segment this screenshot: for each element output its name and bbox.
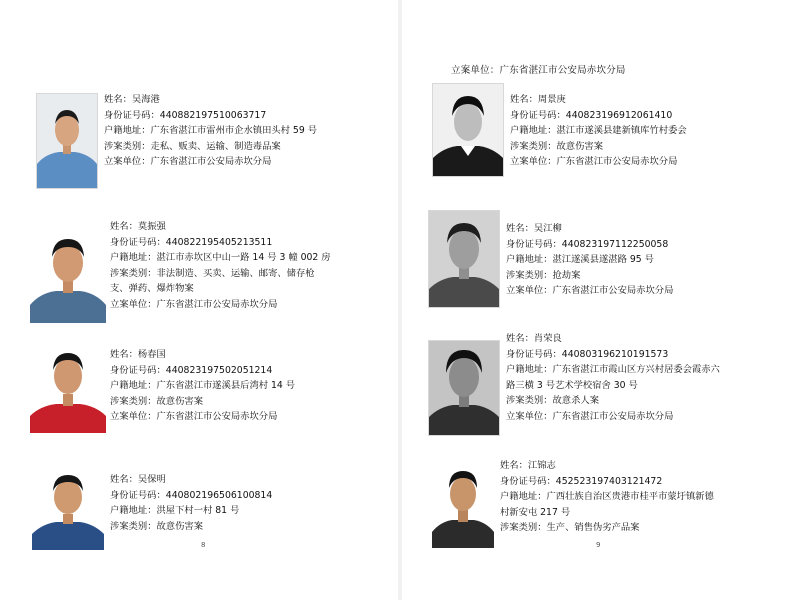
- name-label: 姓名：: [104, 94, 132, 105]
- carryover-unit-line: 立案单位：广东省湛江市公安局赤坎分局: [451, 65, 626, 76]
- record-info: [506, 331, 720, 424]
- case-value: 故意杀人案: [552, 395, 599, 406]
- name-value: 周景庚: [537, 94, 566, 105]
- id-label: 身份证号码：: [104, 109, 160, 121]
- page-number: 9: [596, 541, 601, 549]
- suspect-photo: [432, 83, 504, 177]
- name-label: 姓名：: [110, 349, 138, 360]
- address-label: 户籍地址：: [510, 125, 557, 136]
- case-label: 涉案类别：: [506, 269, 553, 281]
- unit-value: 广东省湛江市公安局赤坎分局: [156, 411, 278, 422]
- name-label: 姓名：: [110, 221, 138, 232]
- record-info: [104, 92, 317, 170]
- address-label: 户籍地址：: [506, 364, 553, 375]
- case-label: 涉案类别：: [500, 522, 547, 533]
- id-label: 身份证号码：: [110, 364, 166, 376]
- id-label: 身份证号码：: [110, 236, 166, 248]
- suspect-photo: [30, 340, 106, 433]
- id-value: 440803196210191573: [561, 348, 669, 360]
- suspect-photo: [30, 223, 106, 323]
- case-value: 生产、销售伪劣产品案: [546, 522, 640, 533]
- address-label: 户籍地址：: [500, 491, 547, 502]
- name-value: 吴江柳: [533, 223, 562, 234]
- unit-label: 立案单位：: [110, 298, 157, 310]
- name-value: 江锦志: [527, 460, 556, 471]
- case-value: 故意伤害案: [156, 520, 203, 532]
- record-info: [110, 472, 272, 534]
- id-value: 440822195405213511: [165, 236, 273, 248]
- address-value: 湛江遂溪县遂湛路 95 号: [552, 254, 654, 265]
- name-value: 吴海港: [131, 94, 160, 105]
- case-label: 涉案类别：: [110, 520, 157, 532]
- address-label: 户籍地址：: [506, 254, 553, 265]
- address-value-continued: 路三横 3 号艺术学校宿舍 30 号: [506, 379, 638, 391]
- unit-value: 广东省湛江市公安局赤坎分局: [156, 298, 278, 310]
- case-value: 非法制造、买卖、运输、邮寄、储存枪: [156, 267, 315, 279]
- suspect-photo: [428, 340, 500, 436]
- unit-label: 立案单位：: [506, 410, 553, 422]
- page-number: 8: [201, 541, 206, 549]
- id-label: 身份证号码：: [506, 348, 562, 360]
- case-value: 抢劫案: [552, 269, 581, 281]
- id-label: 身份证号码：: [110, 489, 166, 501]
- suspect-photo: [428, 210, 500, 308]
- address-value: 广西壮族自治区贵港市桂平市蒙圩镇新德: [546, 491, 714, 502]
- id-value: 440882197510063717: [159, 109, 267, 121]
- case-value: 故意伤害案: [556, 140, 603, 152]
- name-label: 姓名：: [500, 460, 528, 471]
- unit-label: 立案单位：: [110, 411, 157, 422]
- case-value-continued: 支、弹药、爆炸物案: [110, 283, 194, 294]
- name-label: 姓名：: [506, 333, 534, 344]
- unit-value: 广东省湛江市公安局赤坎分局: [150, 156, 272, 167]
- address-value: 湛江市遂溪县建新镇库竹村委会: [556, 125, 687, 136]
- suspect-photo: [32, 464, 104, 550]
- id-value: 452523197403121472: [555, 475, 663, 487]
- unit-value: 广东省湛江市公安局赤坎分局: [552, 285, 674, 296]
- case-value: 走私、贩卖、运输、制造毒品案: [150, 140, 281, 152]
- case-value: 故意伤害案: [156, 395, 203, 407]
- record-info: [510, 92, 687, 170]
- address-value: 广东省湛江市雷州市企水镇田头村 59 号: [150, 125, 317, 136]
- id-value: 440823197112250058: [561, 238, 669, 250]
- address-value-continued: 村新安屯 217 号: [500, 506, 571, 518]
- record-info: [506, 221, 673, 299]
- suspect-photo: [432, 460, 494, 548]
- record-info: [500, 458, 714, 536]
- id-label: 身份证号码：: [506, 238, 562, 250]
- address-value: 广东省湛江市遂溪县后湾村 14 号: [156, 380, 296, 391]
- case-label: 涉案类别：: [506, 395, 553, 406]
- case-label: 涉案类别：: [510, 140, 557, 152]
- id-label: 身份证号码：: [510, 109, 566, 121]
- address-value: 湛江市赤坎区中山一路 14 号 3 幢 002 房: [156, 252, 331, 263]
- name-value: 杨春国: [137, 349, 166, 360]
- id-label: 身份证号码：: [500, 475, 556, 487]
- case-label: 涉案类别：: [104, 140, 151, 152]
- case-label: 涉案类别：: [110, 395, 157, 407]
- address-label: 户籍地址：: [104, 125, 151, 136]
- case-label: 涉案类别：: [110, 267, 157, 279]
- name-label: 姓名：: [510, 94, 538, 105]
- address-label: 户籍地址：: [110, 505, 157, 516]
- unit-value: 广东省湛江市公安局赤坎分局: [552, 410, 674, 422]
- unit-label: 立案单位：: [510, 156, 557, 167]
- name-value: 吴保明: [137, 474, 166, 485]
- unit-label: 立案单位：: [506, 285, 553, 296]
- record-info: [110, 219, 331, 312]
- left-page: [0, 0, 398, 600]
- record-info: [110, 347, 295, 425]
- name-value: 莫振强: [137, 221, 166, 232]
- address-value: 广东省湛江市霞山区方兴村居委会霞赤六: [552, 364, 720, 375]
- unit-value: 广东省湛江市公安局赤坎分局: [556, 156, 678, 167]
- address-value: 洪屋下村一村 81 号: [156, 505, 240, 516]
- address-label: 户籍地址：: [110, 252, 157, 263]
- address-label: 户籍地址：: [110, 380, 157, 391]
- suspect-photo: [36, 93, 98, 189]
- name-value: 肖荣良: [533, 333, 562, 344]
- name-label: 姓名：: [506, 223, 534, 234]
- id-value: 440823197502051214: [165, 364, 273, 376]
- id-value: 440823196912061410: [565, 109, 673, 121]
- id-value: 440802196506100814: [165, 489, 273, 501]
- unit-label: 立案单位：: [104, 156, 151, 167]
- name-label: 姓名：: [110, 474, 138, 485]
